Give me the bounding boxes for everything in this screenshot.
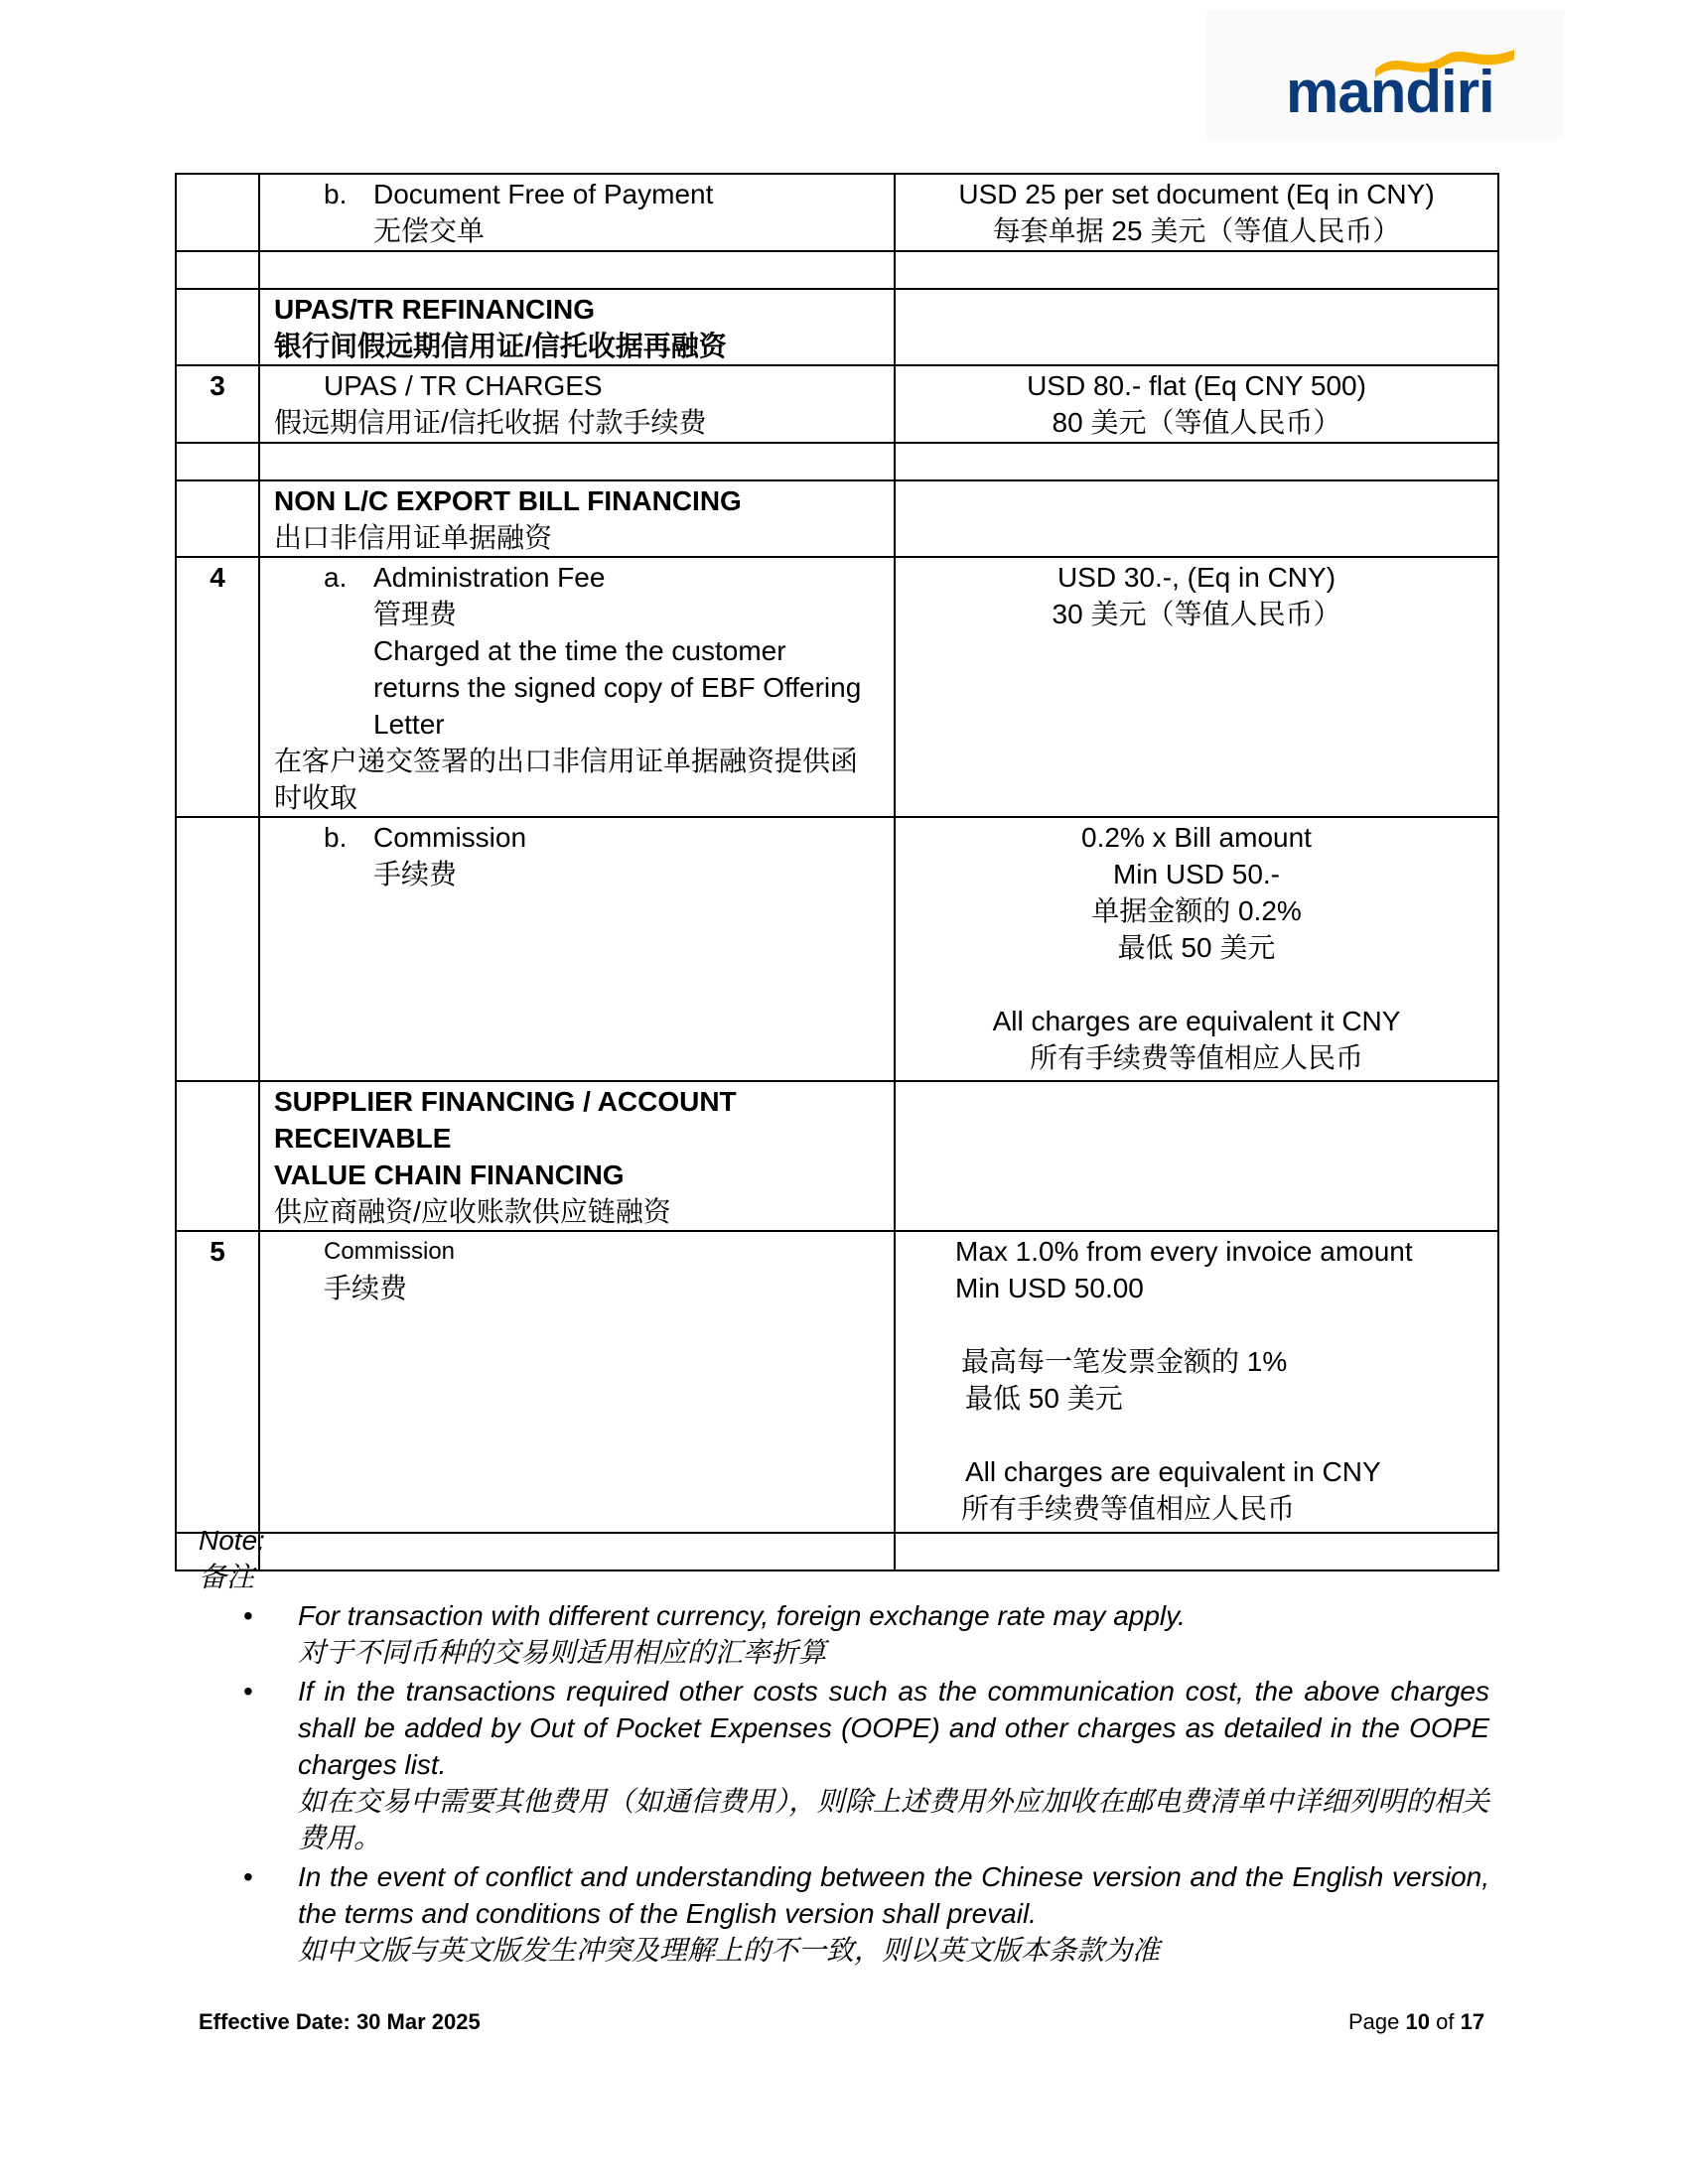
fee-text: Min USD 50.- (1112, 859, 1281, 889)
notes-label: Note: (199, 1525, 265, 1556)
desc-cell (259, 174, 895, 251)
fee-text-cn: 最高每一笔发票金额的 1% (961, 1346, 1288, 1377)
page-of-label: of (1436, 2009, 1455, 2034)
fee-text: All charges are equivalent it CNY (992, 1006, 1401, 1036)
fee-text: USD 80.- flat (Eq CNY 500) (1027, 370, 1366, 401)
fee-cell (895, 174, 1498, 251)
section-heading (259, 480, 895, 557)
item-title: Administration Fee (373, 562, 606, 593)
note-text-cn: 如中文版与英文版发生冲突及理解上的不一致，则以英文版本条款为准 (298, 1935, 1161, 1966)
table-row (176, 174, 1498, 251)
desc-cell (259, 817, 895, 1081)
item-letter: a. (324, 562, 348, 593)
item-title: Document Free of Payment (373, 179, 714, 209)
note-text: • If in the transactions required other costs such as the communication cost, the above charges shall be added by Out of Pocket Expenses (OOPE) and other charges as detailed in the OOPE charges list. (298, 1676, 1489, 1780)
item-title-cn: 手续费 (324, 1273, 408, 1303)
item-letter: b. (324, 822, 348, 853)
fee-text-cn: 每套单据 25 美元（等值人民币） (992, 215, 1401, 246)
fee-text-cn: 80 美元（等值人民币） (1052, 407, 1341, 438)
fee-text-cn: 所有手续费等值相应人民币 (1029, 1042, 1363, 1073)
table-row (176, 251, 1498, 289)
section-heading (259, 1081, 895, 1231)
fee-cell (895, 1231, 1498, 1533)
section-title: VALUE CHAIN FINANCING (274, 1160, 625, 1190)
fee-text: 0.2% x Bill amount (1081, 822, 1312, 853)
logo-text: mandiri (1286, 59, 1494, 125)
fee-cell (895, 557, 1498, 817)
notes-section (199, 1522, 1489, 1969)
fee-table (175, 173, 1499, 1571)
table-row (176, 817, 1498, 1081)
section-title: UPAS/TR REFINANCING (274, 294, 596, 325)
note-text-cn: 对于不同币种的交易则适用相应的汇率折算 (298, 1637, 827, 1668)
page-label: Page (1348, 2009, 1400, 2034)
item-note: Letter (373, 709, 445, 740)
table-row (176, 365, 1498, 443)
section-title-cn: 银行间假远期信用证/信托收据再融资 (274, 331, 727, 361)
fee-cell (895, 817, 1498, 1081)
note-text-cn: 如在交易中需要其他费用（如通信费用），则除上述费用外应加收在邮电费清单中详细列明的相关费用。 (298, 1786, 1489, 1853)
item-title: Commission (324, 1238, 456, 1265)
fee-text-cn: 所有手续费等值相应人民币 (961, 1493, 1296, 1524)
table-row (176, 480, 1498, 557)
page-number (1348, 2009, 1484, 2035)
section-title: SUPPLIER FINANCING / ACCOUNT RECEIVABLE (274, 1086, 737, 1154)
item-note-cn: 在客户递交签署的出口非信用证单据融资提供函时收取 (274, 746, 859, 813)
effective-date: Effective Date: 30 Mar 2025 (199, 2009, 481, 2034)
fee-text: Max 1.0% from every invoice amount (955, 1236, 1413, 1267)
item-note: returns the signed copy of EBF Offering (373, 672, 862, 703)
fee-text: USD 25 per set document (Eq in CNY) (958, 179, 1435, 209)
row-number: 3 (176, 365, 259, 443)
fee-text: USD 30.-, (Eq in CNY) (1056, 562, 1336, 593)
fee-text-cn: 最低 50 美元 (965, 1383, 1123, 1414)
fee-text-cn: 30 美元（等值人民币） (1052, 599, 1341, 629)
table-row (176, 443, 1498, 480)
fee-text: Min USD 50.00 (955, 1273, 1144, 1303)
item-letter: b. (324, 179, 348, 209)
desc-cell (259, 1231, 895, 1533)
desc-cell (259, 557, 895, 817)
table-row (176, 1081, 1498, 1231)
section-title: NON L/C EXPORT BILL FINANCING (274, 485, 742, 516)
fee-text: All charges are equivalent in CNY (965, 1456, 1381, 1487)
notes-list (199, 1597, 1489, 1969)
row-number: 5 (176, 1231, 259, 1533)
note-text: • For transaction with different currency, foreign exchange rate may apply. (298, 1600, 1186, 1631)
table-row (176, 1231, 1498, 1533)
list-item (199, 1858, 1489, 1969)
note-text: • In the event of conflict and understanding between the Chinese version and the English version, the terms and conditions of the English version shall prevail. (298, 1861, 1489, 1929)
table-row (176, 557, 1498, 817)
table-row (176, 289, 1498, 365)
fee-text-cn: 单据金额的 0.2% (1091, 895, 1302, 926)
item-title-cn: 无偿交单 (373, 215, 486, 246)
list-item (199, 1673, 1489, 1856)
list-item (199, 1597, 1489, 1671)
notes-label-cn: 备注 (199, 1562, 255, 1592)
item-title: Commission (373, 822, 527, 853)
item-title: UPAS / TR CHARGES (324, 370, 603, 401)
fee-text-cn: 最低 50 美元 (1117, 932, 1276, 963)
item-title-cn: 假远期信用证/信托收据 付款手续费 (274, 407, 707, 438)
section-heading (259, 289, 895, 365)
row-number: 4 (176, 557, 259, 817)
desc-cell (259, 365, 895, 443)
item-title-cn: 管理费 (373, 599, 458, 629)
item-title-cn: 手续费 (373, 859, 458, 889)
mandiri-logo (1206, 10, 1564, 139)
fee-cell (895, 365, 1498, 443)
section-title-cn: 出口非信用证单据融资 (274, 522, 553, 553)
section-title-cn: 供应商融资/应收账款供应链融资 (274, 1196, 671, 1227)
page-total: 17 (1460, 2009, 1485, 2034)
num-cell (176, 174, 259, 251)
page-current: 10 (1405, 2009, 1430, 2034)
item-note: Charged at the time the customer (373, 635, 786, 666)
